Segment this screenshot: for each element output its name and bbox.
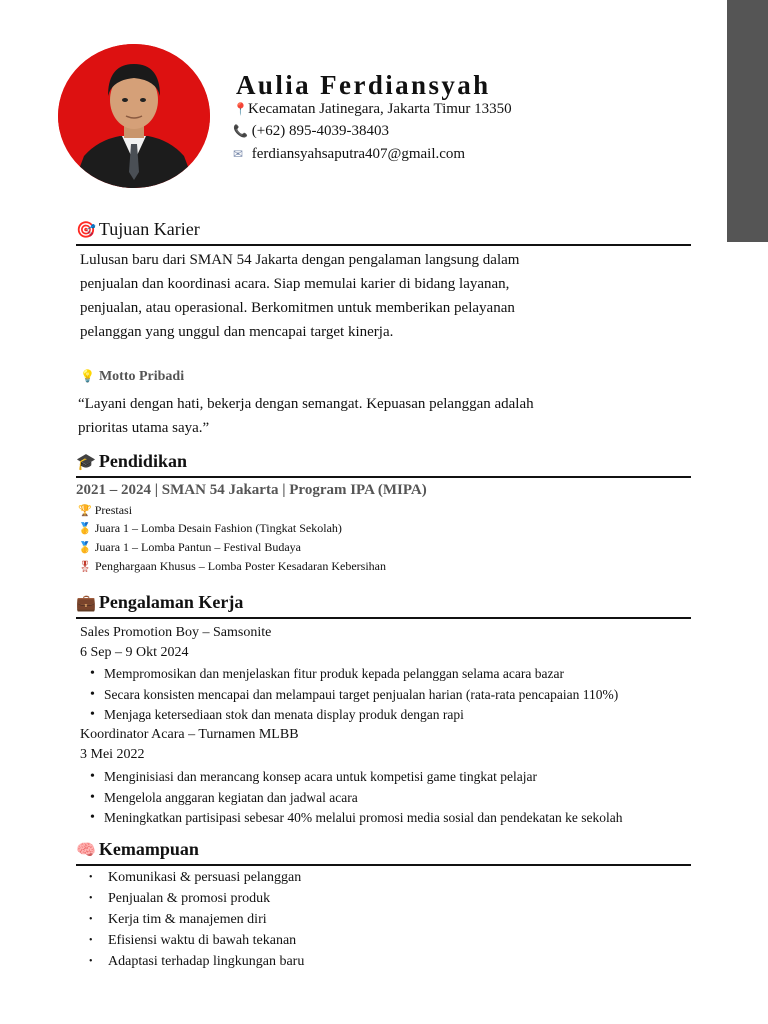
address-line — [233, 101, 512, 118]
profile-photo — [58, 44, 210, 188]
career-line: penjualan, atau operasional. Berkomitmen untuk memberikan pelayanan — [80, 300, 515, 316]
email-text[interactable]: ferdiansyahsaputra407@gmail.com — [251, 146, 466, 162]
phone-line — [233, 123, 389, 140]
list-item: • Efisiensi waktu di bawah tekanan — [86, 930, 304, 951]
motto-text — [78, 392, 534, 440]
education-title: Pendidikan — [98, 451, 187, 471]
list-item: • Mengelola anggaran kegiatan dan jadwal acara — [84, 788, 622, 809]
first-place-medal-icon: 🥇 — [78, 542, 92, 554]
list-item: • Meningkatkan partisipasi sebesar 40% melalui promosi media sosial dan pendekatan ke sekolah — [84, 808, 622, 829]
military-medal-icon: 🎖 — [78, 561, 92, 573]
list-item: • Penjualan & promosi produk — [86, 888, 304, 909]
job-role: Koordinator Acara – Turnamen MLBB — [80, 727, 299, 742]
career-line: Lulusan baru dari SMAN 54 Jakarta dengan pengalaman langsung dalam — [80, 252, 520, 268]
list-item: • Komunikasi & persuasi pelanggan — [86, 867, 304, 888]
motto-line: prioritas utama saya.” — [78, 420, 210, 436]
job-bullet-list — [84, 767, 622, 829]
education-item — [78, 521, 342, 536]
brain-icon: 🧠 — [76, 842, 96, 859]
lightbulb-icon: 💡 — [80, 369, 95, 383]
motto-label — [80, 369, 184, 385]
list-item: • Menginisiasi dan merancang konsep acara untuk kompetisi game tingkat pelajar — [84, 767, 622, 788]
list-item: • Menjaga ketersediaan stok dan menata display produk dengan rapi — [84, 705, 618, 726]
job-role: Sales Promotion Boy – Samsonite — [80, 625, 272, 640]
education-item-text: Prestasi — [94, 503, 133, 517]
briefcase-icon: 💼 — [76, 595, 96, 612]
list-item: • Secara konsisten mencapai dan melampaui target penjualan harian (rata-rata pencapaian 110%) — [84, 685, 618, 706]
job-date: 6 Sep – 9 Okt 2024 — [80, 645, 189, 660]
skills-list — [86, 867, 304, 972]
scrollbar[interactable] — [727, 0, 768, 242]
career-line: pelanggan yang unggul dan mencapai target kinerja. — [80, 324, 394, 340]
career-title: Tujuan Karier — [98, 219, 200, 239]
section-title-education — [76, 450, 691, 478]
phone-icon: 📞 — [233, 124, 248, 138]
motto-line: “Layani dengan hati, bekerja dengan semangat. Kepuasan pelanggan adalah — [78, 396, 534, 412]
motto-label-text: Motto Pribadi — [98, 369, 185, 384]
envelope-icon: ✉ — [233, 147, 244, 161]
education-item — [78, 503, 132, 518]
job-date: 3 Mei 2022 — [80, 747, 145, 762]
skills-title: Kemampuan — [98, 839, 199, 859]
pin-icon: 📍 — [233, 102, 248, 116]
education-item — [78, 559, 386, 574]
career-paragraph — [80, 248, 519, 344]
email-line — [233, 146, 465, 163]
experience-title: Pengalaman Kerja — [98, 592, 244, 612]
education-item-text: Penghargaan Khusus – Lomba Poster Kesadaran Kebersihan — [94, 559, 387, 573]
list-item: • Mempromosikan dan menjelaskan fitur produk kepada pelanggan selama acara bazar — [84, 664, 618, 685]
education-item-text: Juara 1 – Lomba Desain Fashion (Tingkat Sekolah) — [94, 521, 342, 535]
candidate-name: Aulia Ferdiansyah — [236, 70, 491, 100]
list-item: • Adaptasi terhadap lingkungan baru — [86, 951, 304, 972]
job-bullet-list — [84, 664, 618, 726]
section-title-career — [76, 218, 691, 246]
address-text: Kecamatan Jatinegara, Jakarta Timur 13350 — [248, 101, 512, 117]
target-icon: 🎯 — [76, 222, 96, 239]
career-line: penjualan dan koordinasi acara. Siap memulai karier di bidang layanan, — [80, 276, 510, 292]
education-heading: 2021 – 2024 | SMAN 54 Jakarta | Program IPA (MIPA) — [76, 482, 427, 498]
graduation-cap-icon: 🎓 — [76, 454, 96, 471]
section-title-experience — [76, 591, 691, 619]
education-item-text: Juara 1 – Lomba Pantun – Festival Budaya — [94, 540, 301, 554]
section-title-skills — [76, 838, 691, 866]
trophy-icon: 🏆 — [78, 505, 92, 517]
list-item: • Kerja tim & manajemen diri — [86, 909, 304, 930]
education-item — [78, 540, 301, 555]
first-place-medal-icon: 🥇 — [78, 523, 92, 535]
phone-text: (+62) 895-4039-38403 — [251, 123, 389, 139]
